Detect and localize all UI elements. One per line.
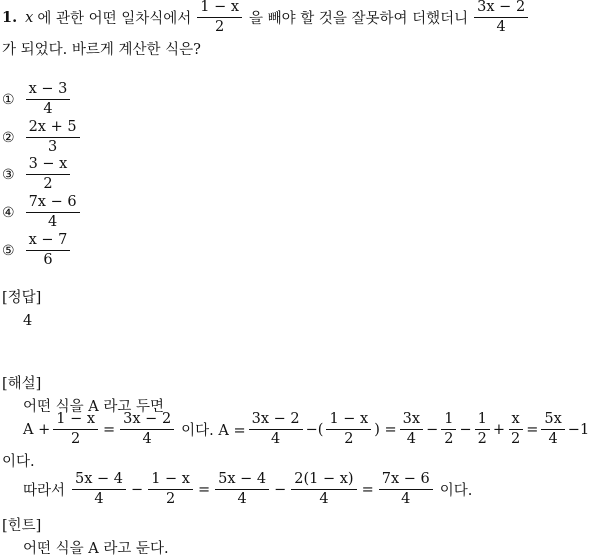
question-variable: x: [25, 9, 34, 26]
fraction: $\frac{1 - x}{2}$: [326, 412, 371, 447]
question-fraction-2: $\frac{3x - 2}{4}$: [474, 0, 528, 35]
explanation-line-1: 어떤 식을 A 라고 두면: [23, 399, 164, 415]
choice-5[interactable]: [2, 233, 73, 268]
question-line-2: 가 되었다. 바르게 계산한 식은?: [2, 42, 201, 58]
explanation-line-3: 이다.: [2, 454, 35, 470]
choice-2[interactable]: [2, 120, 83, 155]
answer-value: 4: [23, 313, 33, 329]
fraction: $\frac{2(1 - x)}{4}$: [291, 472, 356, 507]
fraction: $\frac{5x - 4}{4}$: [72, 472, 126, 507]
question-line-1: [2, 0, 531, 35]
fraction: $\frac{3x}{4}$: [400, 412, 423, 447]
explanation-line-2: A + $\frac{1 - x}{2}$ = $\frac{3x - 2}{4}$ 이다. A = $\frac{3x - 2}{4}$ −( $\frac{1 - x}{2}$ ) = $\frac{3x}{4}$ − $\frac{1}{2}$ − $\frac{1}{2}$ + $\frac{x}{2}$ = $\frac{5x}{4}$ −1: [23, 411, 589, 448]
choice-fraction: $\frac{3 - x}{2}$: [26, 157, 71, 192]
fraction: $\frac{1}{2}$: [441, 412, 456, 447]
choice-fraction: $\frac{x - 3}{4}$: [26, 82, 71, 117]
question-text-1: 에 관한 어떤 일차식에서: [37, 11, 192, 28]
choice-mark: ①: [2, 91, 15, 108]
fraction: $\frac{1 - x}{2}$: [148, 472, 193, 507]
fraction: $\frac{x}{2}$: [508, 412, 523, 447]
choice-1[interactable]: [2, 82, 73, 117]
question-text-2: 을 빼야 할 것을 잘못하여 더했더니: [249, 11, 469, 28]
choice-mark: ④: [2, 204, 15, 221]
choice-fraction: $\frac{2x + 5}{3}$: [26, 120, 80, 155]
question-fraction-1: $\frac{1 - x}{2}$: [197, 0, 242, 35]
fraction: $\frac{1}{2}$: [475, 412, 490, 447]
hint-label: [힌트]: [2, 518, 42, 534]
explanation-line-4: 따라서 $\frac{5x - 4}{4}$ − $\frac{1 - x}{2}$ = $\frac{5x - 4}{4}$ − $\frac{2(1 - x)}{4}$ = $\frac{7x - 6}{4}$ 이다.: [23, 471, 473, 508]
choice-fraction: $\frac{7x - 6}{4}$: [26, 195, 80, 230]
answer-label: [정답]: [2, 290, 42, 306]
fraction: $\frac{5x - 4}{4}$: [215, 472, 269, 507]
fraction: $\frac{5x}{4}$: [541, 412, 564, 447]
fraction: $\frac{1 - x}{2}$: [53, 412, 98, 447]
question-number: 1.: [2, 9, 18, 27]
choice-mark: ③: [2, 166, 15, 183]
choice-mark: ②: [2, 129, 15, 146]
fraction: $\frac{3x - 2}{4}$: [249, 412, 303, 447]
fraction: $\frac{7x - 6}{4}$: [379, 472, 433, 507]
fraction: $\frac{3x - 2}{4}$: [120, 412, 174, 447]
hint-text: 어떤 식을 A 라고 둔다.: [23, 541, 169, 557]
explanation-label: [해설]: [2, 376, 42, 392]
choice-fraction: $\frac{x - 7}{6}$: [26, 233, 71, 268]
choice-3[interactable]: [2, 157, 73, 192]
choice-mark: ⑤: [2, 242, 15, 259]
choice-4[interactable]: [2, 195, 83, 230]
